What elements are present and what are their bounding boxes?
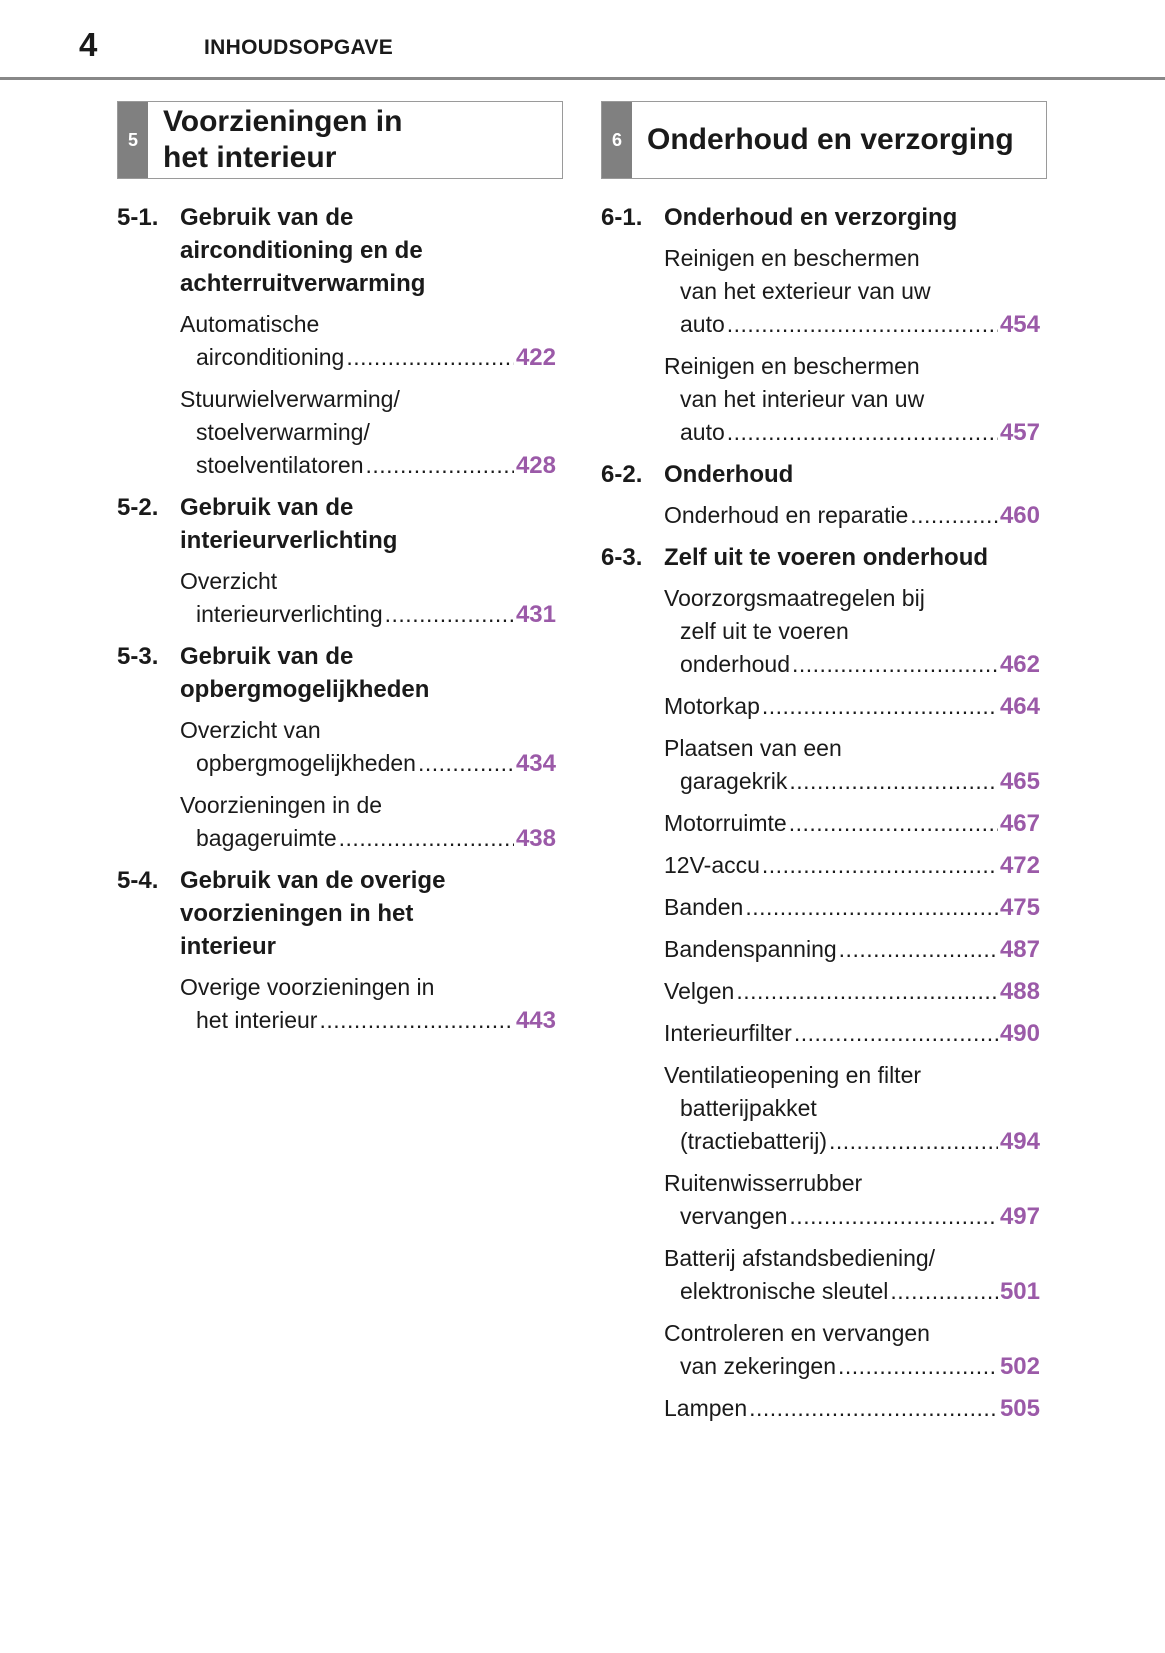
dot-leader	[762, 690, 998, 723]
section-title-line: interieur	[180, 933, 277, 960]
entry-text-line: bagageruimte	[196, 825, 337, 851]
chapter-header	[117, 101, 563, 179]
page-reference[interactable]: 487	[999, 936, 1040, 963]
entry-final-line	[664, 1125, 1040, 1158]
toc-section-heading	[117, 864, 563, 963]
entry-final-line	[664, 499, 1040, 532]
dot-leader	[745, 891, 998, 924]
entry-final-line	[664, 308, 1040, 341]
entry-text-line: airconditioning	[196, 344, 345, 370]
toc-entry[interactable]	[664, 732, 1040, 798]
entry-text-line: Ruitenwisserrubber	[664, 1170, 863, 1196]
section-title-line: Gebruik van de	[180, 204, 354, 231]
toc-entry[interactable]	[664, 1392, 1040, 1425]
page-reference[interactable]: 497	[999, 1203, 1040, 1230]
section-title-line: voorzieningen in het	[180, 900, 414, 927]
entry-text-line: auto	[680, 419, 725, 445]
dot-leader	[749, 1392, 998, 1425]
entry-text-line: Voorzorgsmaatregelen bij	[664, 585, 925, 611]
toc-section-heading	[117, 201, 563, 300]
chapter-title-line: Onderhoud en verzorging	[647, 123, 1014, 156]
chapter-header	[601, 101, 1047, 179]
page-reference[interactable]: 490	[999, 1020, 1040, 1047]
entry-text-line: Interieurfilter	[664, 1020, 792, 1046]
entry-text-line: vervangen	[680, 1203, 788, 1229]
toc-entry[interactable]	[664, 975, 1040, 1008]
page-reference[interactable]: 438	[515, 825, 556, 852]
entry-text-line: Motorruimte	[664, 810, 787, 836]
entry-final-line	[664, 690, 1040, 723]
entry-text-line: Overige voorzieningen in	[180, 974, 435, 1000]
entry-final-line	[664, 1392, 1040, 1425]
section-title-line: Gebruik van de	[180, 494, 354, 521]
dot-leader	[794, 1017, 998, 1050]
toc-entry[interactable]	[664, 1317, 1040, 1383]
entry-text-line: Onderhoud en reparatie	[664, 502, 909, 528]
page-reference[interactable]: 422	[515, 344, 556, 371]
section-number: 6-3.	[601, 544, 643, 571]
page-reference[interactable]: 443	[515, 1007, 556, 1034]
page-reference[interactable]: 494	[999, 1128, 1040, 1155]
entry-text-line: stoelventilatoren	[196, 452, 364, 478]
page-reference[interactable]: 457	[999, 419, 1040, 446]
toc-entry[interactable]	[664, 499, 1040, 532]
toc-section-heading	[117, 640, 563, 706]
entry-final-line	[664, 765, 1040, 798]
entry-text-line: Controleren en vervangen	[664, 1320, 930, 1346]
toc-entry[interactable]	[664, 582, 1040, 681]
entry-text-line: van het exterieur van uw	[680, 278, 931, 304]
dot-leader	[727, 416, 998, 449]
dot-leader	[385, 598, 514, 631]
page-reference[interactable]: 462	[999, 651, 1040, 678]
toc-entry[interactable]	[180, 565, 556, 631]
dot-leader	[762, 849, 998, 882]
chapter-title-line: het interieur	[163, 141, 337, 174]
entry-text-line: Automatische	[180, 311, 320, 337]
entry-final-line	[664, 1350, 1040, 1383]
toc-entry[interactable]	[664, 807, 1040, 840]
entry-final-line	[664, 807, 1040, 840]
toc-entry[interactable]	[180, 383, 556, 482]
entry-text-line: auto	[680, 311, 725, 337]
toc-entry[interactable]	[664, 849, 1040, 882]
toc-section-heading	[601, 458, 1047, 491]
entry-text-line: Ventilatieopening en filter	[664, 1062, 922, 1088]
section-title-line: Onderhoud en verzorging	[664, 204, 958, 231]
entry-text-line: van het interieur van uw	[680, 386, 925, 412]
toc-entry[interactable]	[180, 714, 556, 780]
toc-entry[interactable]	[664, 242, 1040, 341]
toc-entry[interactable]	[664, 690, 1040, 723]
entry-text-line: Overzicht van	[180, 717, 321, 743]
chapter-title	[632, 122, 1014, 158]
toc-entry[interactable]	[664, 891, 1040, 924]
section-title-line: Onderhoud	[664, 461, 794, 488]
entry-text-line: opbergmogelijkheden	[196, 750, 416, 776]
entry-text-line: Banden	[664, 894, 744, 920]
chapter-column	[601, 101, 1047, 1434]
entry-text-line: Lampen	[664, 1395, 748, 1421]
section-number: 5-2.	[117, 494, 159, 521]
section-number: 5-1.	[117, 204, 159, 231]
entry-final-line	[664, 933, 1040, 966]
page-reference[interactable]: 505	[999, 1395, 1040, 1422]
entry-text-line: elektronische sleutel	[680, 1278, 889, 1304]
dot-leader	[838, 1350, 998, 1383]
entry-final-line	[180, 341, 556, 374]
dot-leader	[890, 1275, 998, 1308]
chapter-title	[148, 104, 402, 176]
entry-text-line: stoelverwarming/	[196, 419, 370, 445]
section-title	[180, 864, 563, 963]
entry-text-line: Velgen	[664, 978, 735, 1004]
page-reference[interactable]: 502	[999, 1353, 1040, 1380]
entry-text-line: zelf uit te voeren	[680, 618, 849, 644]
entry-final-line	[664, 849, 1040, 882]
entry-text-line: garagekrik	[680, 768, 788, 794]
entry-final-line	[664, 648, 1040, 681]
section-number: 6-2.	[601, 461, 643, 488]
chapter-title-line: Voorzieningen in	[163, 105, 403, 138]
entry-final-line	[664, 891, 1040, 924]
toc-entry[interactable]	[664, 1017, 1040, 1050]
entry-final-line	[180, 822, 556, 855]
page-reference[interactable]: 475	[999, 894, 1040, 921]
toc-entry[interactable]	[664, 1242, 1040, 1308]
toc-entry[interactable]	[664, 933, 1040, 966]
section-title-line: achterruitverwarming	[180, 270, 426, 297]
dot-leader	[789, 1200, 998, 1233]
section-title-line: Gebruik van de	[180, 643, 354, 670]
entry-text-line: onderhoud	[680, 651, 790, 677]
entry-text-line: Voorzieningen in de	[180, 792, 383, 818]
dot-leader	[418, 747, 514, 780]
toc-entry[interactable]	[664, 1167, 1040, 1233]
entry-text-line: van zekeringen	[680, 1353, 836, 1379]
toc-entry[interactable]	[180, 971, 556, 1037]
section-title-line: Zelf uit te voeren onderhoud	[664, 544, 989, 571]
section-title	[664, 541, 1047, 574]
section-title	[180, 491, 563, 557]
page-number: 4	[79, 26, 98, 63]
entry-text-line: Batterij afstandsbediening/	[664, 1245, 936, 1271]
entry-final-line	[664, 416, 1040, 449]
dot-leader	[339, 822, 514, 855]
page-reference[interactable]: 434	[515, 750, 556, 777]
dot-leader	[839, 933, 998, 966]
header-rule	[0, 77, 1165, 80]
dot-leader	[346, 341, 514, 374]
chapter-number-tab: 5	[118, 102, 148, 178]
chapter-number-tab: 6	[602, 102, 632, 178]
page-reference[interactable]: 472	[999, 852, 1040, 879]
entry-text-line: Bandenspanning	[664, 936, 837, 962]
entry-text-line: Overzicht	[180, 568, 278, 594]
entry-final-line	[664, 975, 1040, 1008]
toc-section-heading	[117, 491, 563, 557]
dot-leader	[736, 975, 998, 1008]
section-title-line: airconditioning en de	[180, 237, 423, 264]
entry-final-line	[664, 1275, 1040, 1308]
running-title: INHOUDSOPGAVE	[204, 36, 394, 59]
section-number: 5-3.	[117, 643, 159, 670]
toc-entry[interactable]	[180, 789, 556, 855]
toc-entry[interactable]	[664, 1059, 1040, 1158]
toc-list	[601, 201, 1047, 1425]
entry-text-line: (tractiebatterij)	[680, 1128, 827, 1154]
entry-text-line: Motorkap	[664, 693, 760, 719]
section-title	[180, 640, 563, 706]
dot-leader	[366, 449, 514, 482]
section-number: 5-4.	[117, 867, 159, 894]
entry-text-line: interieurverlichting	[196, 601, 383, 627]
page-reference[interactable]: 428	[515, 452, 556, 479]
section-title	[664, 201, 1047, 234]
entry-final-line	[180, 1004, 556, 1037]
section-title	[180, 201, 563, 300]
dot-leader	[792, 648, 998, 681]
toc-list	[117, 201, 563, 1037]
dot-leader	[319, 1004, 513, 1037]
page-reference[interactable]: 465	[999, 768, 1040, 795]
toc-entry[interactable]	[180, 308, 556, 374]
dot-leader	[910, 499, 998, 532]
page-reference[interactable]: 431	[515, 601, 556, 628]
entry-text-line: Stuurwielverwarming/	[180, 386, 400, 412]
toc-entry[interactable]	[664, 350, 1040, 449]
section-title	[664, 458, 1047, 491]
entry-text-line: 12V-accu	[664, 852, 760, 878]
entry-text-line: batterijpakket	[680, 1095, 817, 1121]
section-title-line: opbergmogelijkheden	[180, 676, 430, 703]
entry-text-line: Plaatsen van een	[664, 735, 842, 761]
page-reference[interactable]: 501	[999, 1278, 1040, 1305]
page-reference[interactable]: 464	[999, 693, 1040, 720]
dot-leader	[789, 807, 998, 840]
entry-text-line: Reinigen en beschermen	[664, 245, 920, 271]
entry-final-line	[180, 449, 556, 482]
dot-leader	[829, 1125, 998, 1158]
page-reference[interactable]: 454	[999, 311, 1040, 338]
section-title-line: interieurverlichting	[180, 527, 398, 554]
entry-text-line: het interieur	[196, 1007, 318, 1033]
dot-leader	[727, 308, 998, 341]
entry-final-line	[664, 1017, 1040, 1050]
entry-final-line	[180, 747, 556, 780]
entry-final-line	[180, 598, 556, 631]
page-reference[interactable]: 460	[999, 502, 1040, 529]
chapter-column	[117, 101, 563, 1046]
page-reference[interactable]: 467	[999, 810, 1040, 837]
entry-final-line	[664, 1200, 1040, 1233]
toc-section-heading	[601, 201, 1047, 234]
section-title-line: Gebruik van de overige	[180, 867, 446, 894]
section-number: 6-1.	[601, 204, 643, 231]
entry-text-line: Reinigen en beschermen	[664, 353, 920, 379]
page-reference[interactable]: 488	[999, 978, 1040, 1005]
toc-section-heading	[601, 541, 1047, 574]
dot-leader	[789, 765, 998, 798]
